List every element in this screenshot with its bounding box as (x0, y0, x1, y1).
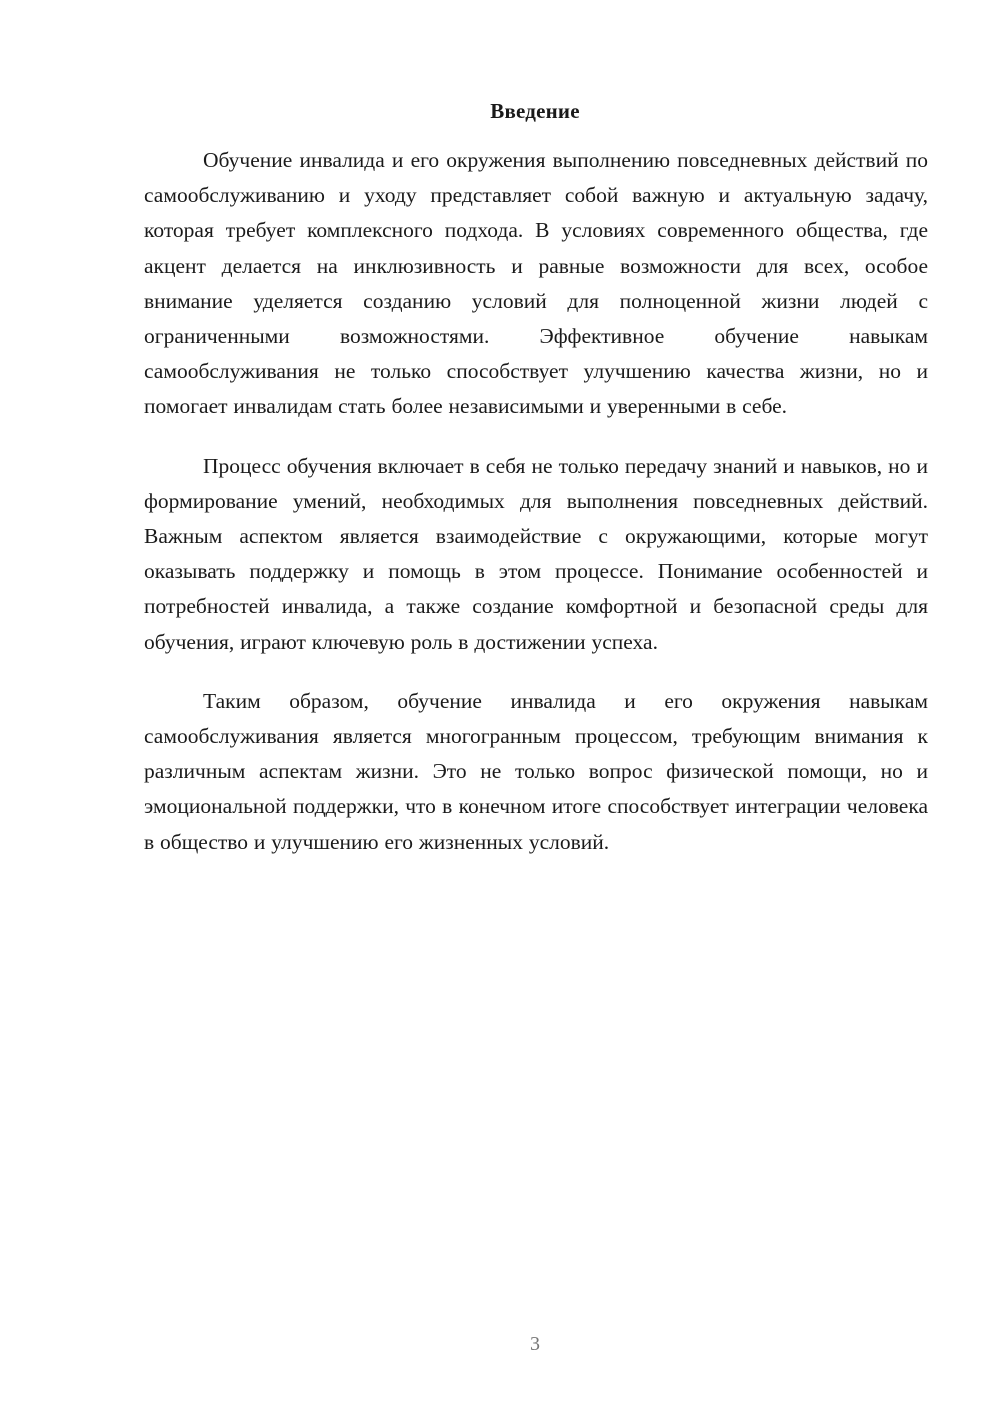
paragraph-2: Процесс обучения включает в себя не только передачу знаний и навыков, но и формирование умений, необходимых для выполнения повседневных действий. Важным аспектом является взаимодействие с окружающими, которые могут оказывать поддержку и помощь в этом процессе. Понимание особенностей и потребностей инвалида, а также создание комфортной и безопасной среды для обучения, играют ключевую роль в достижении успеха. (144, 453, 928, 654)
page-number: 3 (530, 1333, 540, 1355)
paragraph-3: Таким образом, обучение инвалида и его окружения навыкам самообслуживания является многогранным процессом, требующим внимания к различным аспектам жизни. Это не только вопрос физической помощи, но и эмоциональной поддержки, что в конечном итоге способствует интеграции человека в общество и улучшению его жизненных условий. (144, 688, 928, 854)
section-heading: Введение (490, 99, 580, 123)
body-text (144, 143, 928, 884)
paragraph-1: Обучение инвалида и его окружения выполнению повседневных действий по самообслуживанию и уходу представляет собой важную и актуальную задачу, которая требует комплексного подхода. В условиях современного общества, где акцент делается на инклюзивность и равные возможности для всех, особое внимание уделяется созданию условий для полноценной жизни людей с ограниченными возможностями. Эффективное обучение навыкам самообслуживания не только способствует улучшению качества жизни, но и помогает инвалидам стать более независимыми и уверенными в себе. (144, 148, 928, 419)
